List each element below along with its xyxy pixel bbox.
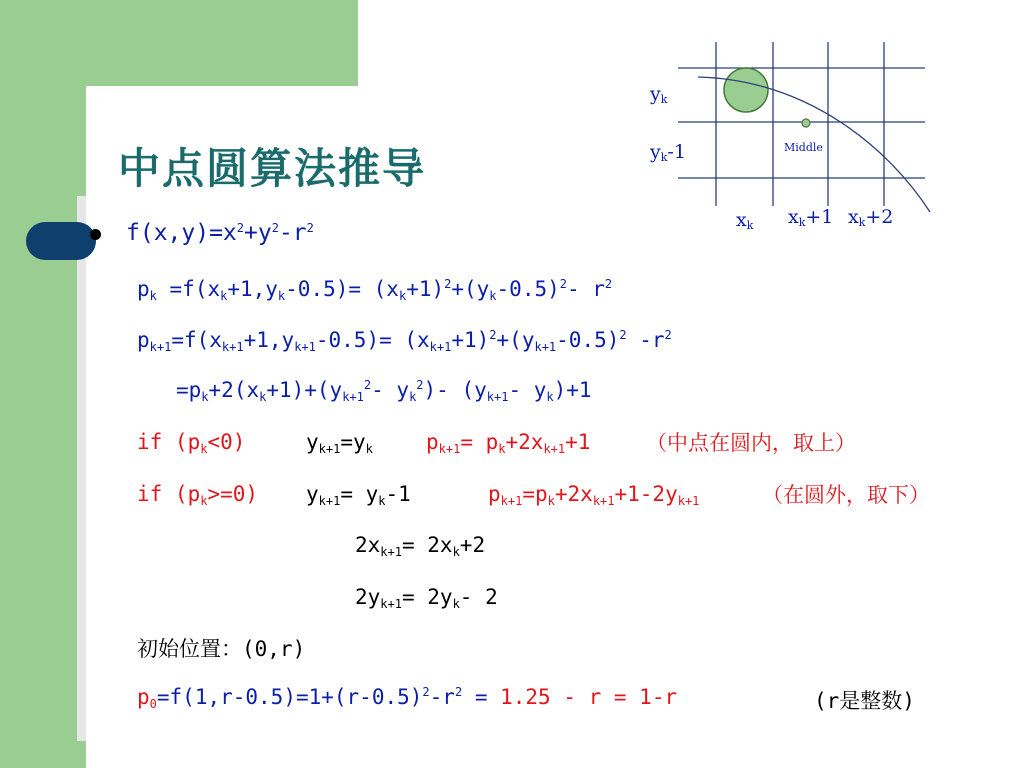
formula-2y: $2y_{k+1}= 2y_k-$ 2 <box>355 585 498 611</box>
label-xk-plus-2-tail: +2 <box>865 206 894 228</box>
formula-2x: $2x_{k+1}= 2x_k+2$ <box>355 533 486 559</box>
label-xk-plus-1-sub: k <box>798 216 806 229</box>
bullet-dot <box>90 229 101 240</box>
update-y-inside: $y_{k+1}=y_k$ <box>306 430 373 456</box>
content-panel-shadow <box>77 196 86 741</box>
label-xk-plus-1: x <box>788 206 799 228</box>
condition-inside: if $(p_k<0)$ <box>137 430 246 456</box>
svg-text:xk+2 <box>848 206 893 229</box>
pixel-circle-large <box>724 68 768 112</box>
label-xk-plus-1-tail: +1 <box>805 206 834 228</box>
label-yk-minus-1: y <box>650 141 661 163</box>
formula-p0: $p_0=f(1,r-0.5)=1+(r-0.5)^2-r^2 = 1.25 - r = 1-r$ <box>137 685 678 711</box>
label-yk: y <box>650 83 661 105</box>
condition-outside: if $(p_k>=0)$ <box>137 482 259 508</box>
label-xk-plus-2: x <box>848 206 859 228</box>
label-xk-sub: k <box>746 219 754 232</box>
diagram-grid <box>678 42 925 206</box>
midpoint-diagram <box>640 40 940 240</box>
formula-pk1: $p_{k+1}=f(x_{k+1}+1,y_{k+1}-0.5)= (x_{k+1}+1)^2+(y_{k+1}-0.5)^2$ $-r^2$ <box>137 328 672 354</box>
bullet-pill-decoration <box>26 222 96 260</box>
initial-position: 初始位置：(0,r) <box>137 637 306 661</box>
update-p-inside: $p_{k+1}= p_k+2x_{k+1}+1$ <box>426 430 591 456</box>
formula-expanded: $=p_k+2(x_k+1)+(y_{k+1}^2-$ $y_k^2)-$ ($y_{k+1}-$ $y_k)+1$ <box>176 378 592 404</box>
note-inside: （中点在圆内，取上） <box>646 431 856 455</box>
label-yk-minus-1-tail: -1 <box>667 141 686 163</box>
label-xk: x <box>736 209 747 231</box>
slide-title: 中点圆算法推导 <box>118 144 427 193</box>
label-middle: Middle <box>784 141 823 154</box>
update-p-outside: $p_{k+1}=p_k+2x_{k+1}+1-2y_{k+1}$ <box>488 482 700 508</box>
label-yk-sub: k <box>660 93 668 106</box>
svg-text:xk <box>736 209 754 232</box>
svg-text:xk+1 <box>788 206 833 229</box>
label-xk-plus-2-sub: k <box>858 216 866 229</box>
midpoint-marker <box>802 119 810 127</box>
note-outside: （在圆外，取下） <box>762 483 930 507</box>
svg-text:yk-1 <box>649 141 686 164</box>
label-yk-minus-1-sub: k <box>660 151 668 164</box>
svg-text:yk <box>649 83 668 106</box>
circle-equation: $f(x,y)=x^2+y^2-r^2$ <box>126 220 314 246</box>
update-y-outside: $y_{k+1}= y_k-1$ <box>306 482 411 508</box>
formula-pk: $p_k =f(x_k+1,y_k-0.5)= (x_k+1)^2+(y_k-0.5)^2-$ $r^2$ <box>137 277 613 303</box>
note-r-integer: (r是整数) <box>814 689 915 713</box>
background-green-left <box>0 0 86 768</box>
